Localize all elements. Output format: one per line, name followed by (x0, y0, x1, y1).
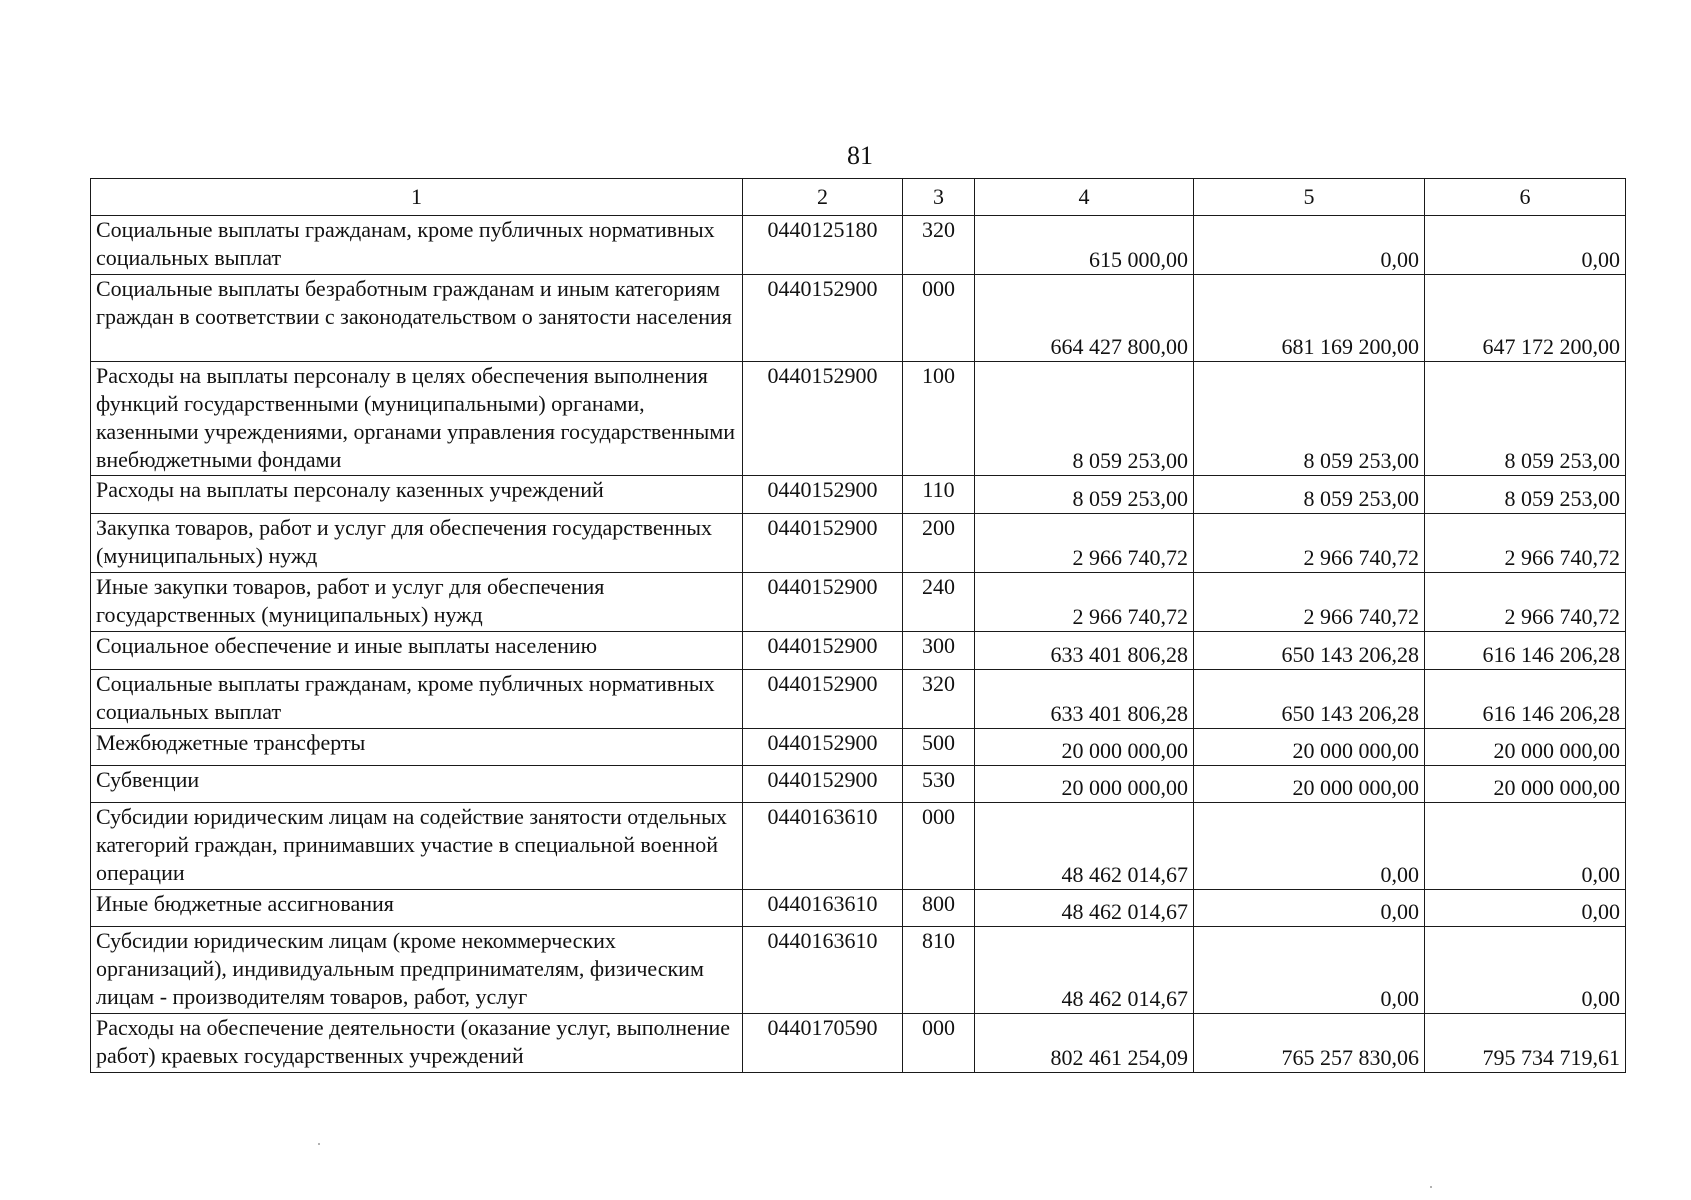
row-amount-col5: 0,00 (1194, 927, 1425, 1014)
row-amount-col4: 2 966 740,72 (975, 514, 1194, 573)
row-name: Социальное обеспечение и иные выплаты населению (91, 632, 743, 670)
row-name: Межбюджетные трансферты (91, 729, 743, 766)
row-amount-col6: 0,00 (1425, 927, 1626, 1014)
row-name: Закупка товаров, работ и услуг для обеспечения государственных (муниципальных) нужд (91, 514, 743, 573)
row-amount-col5: 765 257 830,06 (1194, 1014, 1425, 1073)
row-vr-code: 810 (903, 927, 975, 1014)
row-amount-col5: 8 059 253,00 (1194, 362, 1425, 476)
row-amount-col4: 20 000 000,00 (975, 729, 1194, 766)
table-row (91, 927, 1626, 1014)
table-row (91, 514, 1626, 573)
row-amount-col4: 615 000,00 (975, 216, 1194, 275)
col-header-5: 5 (1194, 179, 1425, 216)
row-csr-code: 0440152900 (743, 729, 903, 766)
row-name: Субсидии юридическим лицам (кроме некоммерческих организаций), индивидуальным предпринимателям, физическим лицам - производителям товаров, работ, услуг (91, 927, 743, 1014)
row-amount-col5: 650 143 206,28 (1194, 670, 1425, 729)
row-name: Социальные выплаты гражданам, кроме публичных нормативных социальных выплат (91, 216, 743, 275)
row-name: Иные закупки товаров, работ и услуг для обеспечения государственных (муниципальных) нужд (91, 573, 743, 632)
row-amount-col6: 647 172 200,00 (1425, 275, 1626, 362)
row-amount-col6: 20 000 000,00 (1425, 766, 1626, 803)
row-amount-col4: 802 461 254,09 (975, 1014, 1194, 1073)
table-row (91, 573, 1626, 632)
row-csr-code: 0440152900 (743, 573, 903, 632)
table-row (91, 670, 1626, 729)
row-name: Социальные выплаты безработным гражданам и иным категориям граждан в соответствии с законодательством о занятости населения (91, 275, 743, 362)
row-amount-col5: 0,00 (1194, 890, 1425, 927)
table-row (91, 803, 1626, 890)
col-header-1: 1 (91, 179, 743, 216)
row-amount-col6: 616 146 206,28 (1425, 670, 1626, 729)
row-amount-col6: 0,00 (1425, 216, 1626, 275)
row-amount-col5: 20 000 000,00 (1194, 766, 1425, 803)
row-csr-code: 0440152900 (743, 476, 903, 514)
row-amount-col4: 633 401 806,28 (975, 632, 1194, 670)
row-amount-col6: 8 059 253,00 (1425, 362, 1626, 476)
col-header-3: 3 (903, 179, 975, 216)
row-amount-col4: 8 059 253,00 (975, 362, 1194, 476)
row-amount-col5: 681 169 200,00 (1194, 275, 1425, 362)
header-row (91, 179, 1626, 216)
row-amount-col6: 0,00 (1425, 890, 1626, 927)
row-amount-col4: 8 059 253,00 (975, 476, 1194, 514)
row-amount-col6: 8 059 253,00 (1425, 476, 1626, 514)
row-vr-code: 100 (903, 362, 975, 476)
row-vr-code: 300 (903, 632, 975, 670)
table-row (91, 216, 1626, 275)
table-row (91, 275, 1626, 362)
row-vr-code: 000 (903, 1014, 975, 1073)
row-name: Иные бюджетные ассигнования (91, 890, 743, 927)
row-amount-col6: 20 000 000,00 (1425, 729, 1626, 766)
row-amount-col4: 20 000 000,00 (975, 766, 1194, 803)
row-csr-code: 0440163610 (743, 927, 903, 1014)
col-header-4: 4 (975, 179, 1194, 216)
scan-speck (1430, 1186, 1432, 1188)
row-csr-code: 0440152900 (743, 766, 903, 803)
row-amount-col4: 48 462 014,67 (975, 927, 1194, 1014)
row-amount-col5: 8 059 253,00 (1194, 476, 1425, 514)
table-row (91, 1014, 1626, 1073)
row-csr-code: 0440125180 (743, 216, 903, 275)
row-amount-col6: 2 966 740,72 (1425, 514, 1626, 573)
row-amount-col6: 795 734 719,61 (1425, 1014, 1626, 1073)
row-name: Субвенции (91, 766, 743, 803)
row-amount-col5: 2 966 740,72 (1194, 573, 1425, 632)
row-amount-col4: 664 427 800,00 (975, 275, 1194, 362)
row-csr-code: 0440152900 (743, 632, 903, 670)
row-amount-col5: 2 966 740,72 (1194, 514, 1425, 573)
row-vr-code: 530 (903, 766, 975, 803)
row-vr-code: 110 (903, 476, 975, 514)
row-vr-code: 320 (903, 670, 975, 729)
page-number: 81 (847, 141, 873, 170)
row-vr-code: 240 (903, 573, 975, 632)
row-csr-code: 0440152900 (743, 362, 903, 476)
table-row (91, 362, 1626, 476)
row-amount-col4: 2 966 740,72 (975, 573, 1194, 632)
row-csr-code: 0440163610 (743, 803, 903, 890)
table-row (91, 890, 1626, 927)
row-csr-code: 0440152900 (743, 514, 903, 573)
scan-speck (318, 1143, 320, 1145)
table-row (91, 632, 1626, 670)
row-csr-code: 0440163610 (743, 890, 903, 927)
row-amount-col5: 650 143 206,28 (1194, 632, 1425, 670)
row-csr-code: 0440152900 (743, 275, 903, 362)
col-header-2: 2 (743, 179, 903, 216)
row-amount-col4: 48 462 014,67 (975, 890, 1194, 927)
row-amount-col5: 0,00 (1194, 803, 1425, 890)
row-csr-code: 0440152900 (743, 670, 903, 729)
row-name: Расходы на выплаты персоналу казенных учреждений (91, 476, 743, 514)
table-row (91, 766, 1626, 803)
row-name: Социальные выплаты гражданам, кроме публичных нормативных социальных выплат (91, 670, 743, 729)
row-amount-col4: 48 462 014,67 (975, 803, 1194, 890)
row-name: Субсидии юридическим лицам на содействие занятости отдельных категорий граждан, принимавших участие в специальной военной операции (91, 803, 743, 890)
row-amount-col4: 633 401 806,28 (975, 670, 1194, 729)
row-name: Расходы на выплаты персоналу в целях обеспечения выполнения функций государственными (муниципальными) органами, казенными учреждениями, органами управления государственными внебюджетными фондами (91, 362, 743, 476)
row-vr-code: 320 (903, 216, 975, 275)
row-amount-col5: 0,00 (1194, 216, 1425, 275)
row-vr-code: 500 (903, 729, 975, 766)
row-vr-code: 200 (903, 514, 975, 573)
row-vr-code: 000 (903, 275, 975, 362)
table-row (91, 729, 1626, 766)
budget-table (90, 178, 1626, 1073)
row-name: Расходы на обеспечение деятельности (оказание услуг, выполнение работ) краевых государственных учреждений (91, 1014, 743, 1073)
row-amount-col5: 20 000 000,00 (1194, 729, 1425, 766)
col-header-6: 6 (1425, 179, 1626, 216)
row-amount-col6: 616 146 206,28 (1425, 632, 1626, 670)
row-vr-code: 000 (903, 803, 975, 890)
table-row (91, 476, 1626, 514)
row-amount-col6: 0,00 (1425, 803, 1626, 890)
row-amount-col6: 2 966 740,72 (1425, 573, 1626, 632)
row-csr-code: 0440170590 (743, 1014, 903, 1073)
row-vr-code: 800 (903, 890, 975, 927)
